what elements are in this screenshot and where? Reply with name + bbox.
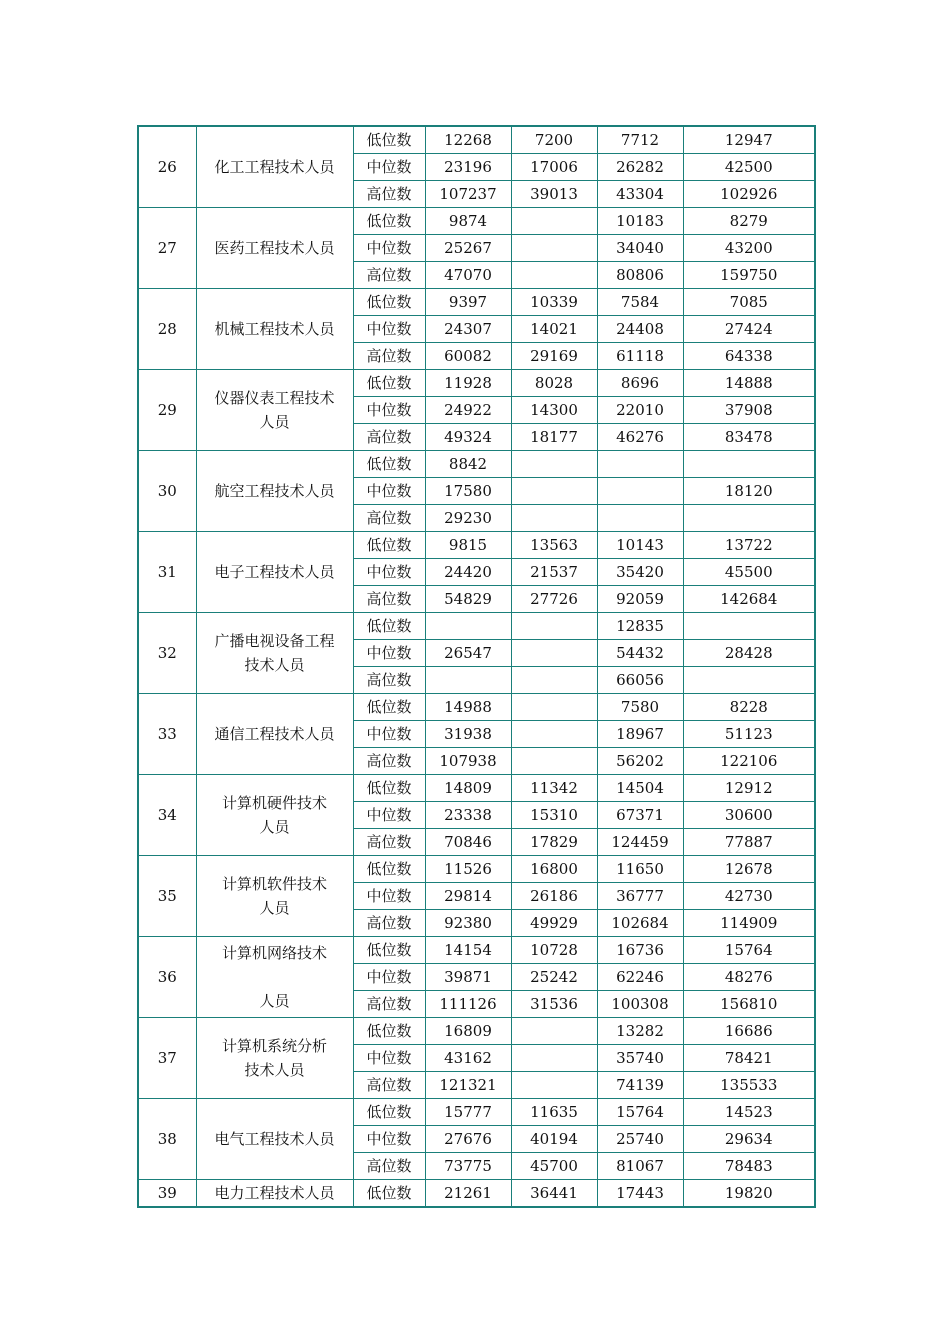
- salary-value-cell: 15310: [511, 802, 597, 829]
- salary-value-cell: 24922: [425, 397, 511, 424]
- row-type-label: 低位数: [353, 1018, 425, 1045]
- salary-value-cell: [511, 208, 597, 235]
- salary-value-cell: 67371: [597, 802, 683, 829]
- salary-value-cell: [511, 613, 597, 640]
- salary-value-cell: 18177: [511, 424, 597, 451]
- salary-value-cell: 11928: [425, 370, 511, 397]
- salary-value-cell: 43200: [683, 235, 815, 262]
- salary-value-cell: 19820: [683, 1180, 815, 1208]
- occupation-name-line: 仪器仪表工程技术: [214, 389, 335, 407]
- salary-value-cell: [511, 667, 597, 694]
- row-type-label: 低位数: [353, 1099, 425, 1126]
- salary-value-cell: 64338: [683, 343, 815, 370]
- salary-value-cell: 36441: [511, 1180, 597, 1208]
- salary-value-cell: 21261: [425, 1180, 511, 1208]
- table-row: [138, 1018, 815, 1045]
- row-type-label: 中位数: [353, 640, 425, 667]
- salary-value-cell: 11526: [425, 856, 511, 883]
- salary-value-cell: 12678: [683, 856, 815, 883]
- salary-value-cell: 7085: [683, 289, 815, 316]
- row-type-label: 高位数: [353, 748, 425, 775]
- occupation-name-line: 化工工程技术人员: [214, 158, 335, 176]
- table-row: [138, 856, 815, 883]
- salary-value-cell: [683, 451, 815, 478]
- salary-value-cell: 18120: [683, 478, 815, 505]
- salary-value-cell: 10143: [597, 532, 683, 559]
- salary-value-cell: [425, 667, 511, 694]
- salary-value-cell: 12835: [597, 613, 683, 640]
- salary-value-cell: 14300: [511, 397, 597, 424]
- table-row: [138, 775, 815, 802]
- salary-value-cell: 47070: [425, 262, 511, 289]
- salary-value-cell: 10339: [511, 289, 597, 316]
- salary-value-cell: 7200: [511, 126, 597, 154]
- salary-value-cell: 16800: [511, 856, 597, 883]
- salary-value-cell: 81067: [597, 1153, 683, 1180]
- table-row: [138, 289, 815, 316]
- salary-value-cell: 62246: [597, 964, 683, 991]
- salary-value-cell: 24408: [597, 316, 683, 343]
- occupation-number: 30: [138, 451, 196, 532]
- salary-value-cell: 9874: [425, 208, 511, 235]
- row-type-label: 中位数: [353, 478, 425, 505]
- salary-value-cell: 107938: [425, 748, 511, 775]
- salary-value-cell: [511, 1045, 597, 1072]
- occupation-name: [196, 1018, 353, 1099]
- row-type-label: 高位数: [353, 667, 425, 694]
- salary-value-cell: 37908: [683, 397, 815, 424]
- salary-table-body: [138, 126, 815, 1207]
- occupation-name-line: 计算机系统分析: [221, 1037, 327, 1055]
- occupation-number: 31: [138, 532, 196, 613]
- occupation-name: [196, 126, 353, 208]
- row-type-label: 高位数: [353, 586, 425, 613]
- salary-value-cell: 102684: [597, 910, 683, 937]
- salary-value-cell: 9815: [425, 532, 511, 559]
- occupation-name-line: 计算机硬件技术: [221, 794, 327, 812]
- salary-value-cell: [683, 613, 815, 640]
- salary-value-cell: [425, 613, 511, 640]
- salary-value-cell: 159750: [683, 262, 815, 289]
- table-row: [138, 1099, 815, 1126]
- salary-value-cell: 54829: [425, 586, 511, 613]
- row-type-label: 高位数: [353, 181, 425, 208]
- salary-value-cell: 16736: [597, 937, 683, 964]
- row-type-label: 高位数: [353, 343, 425, 370]
- salary-value-cell: [683, 505, 815, 532]
- salary-value-cell: 26282: [597, 154, 683, 181]
- row-type-label: 中位数: [353, 316, 425, 343]
- row-type-label: 低位数: [353, 775, 425, 802]
- salary-value-cell: 111126: [425, 991, 511, 1018]
- salary-value-cell: 40194: [511, 1126, 597, 1153]
- occupation-number: 26: [138, 126, 196, 208]
- salary-value-cell: 31938: [425, 721, 511, 748]
- salary-value-cell: 51123: [683, 721, 815, 748]
- salary-value-cell: [597, 451, 683, 478]
- table-row: [138, 370, 815, 397]
- salary-value-cell: 80806: [597, 262, 683, 289]
- salary-table: [137, 125, 816, 1208]
- occupation-number: 29: [138, 370, 196, 451]
- salary-value-cell: 24420: [425, 559, 511, 586]
- row-type-label: 低位数: [353, 613, 425, 640]
- salary-value-cell: 11342: [511, 775, 597, 802]
- occupation-number: 35: [138, 856, 196, 937]
- occupation-name-line: 计算机网络技术: [221, 944, 327, 962]
- row-type-label: 高位数: [353, 505, 425, 532]
- salary-value-cell: 66056: [597, 667, 683, 694]
- salary-value-cell: 83478: [683, 424, 815, 451]
- salary-value-cell: 27676: [425, 1126, 511, 1153]
- salary-value-cell: 92059: [597, 586, 683, 613]
- salary-value-cell: 100308: [597, 991, 683, 1018]
- row-type-label: 高位数: [353, 1072, 425, 1099]
- salary-value-cell: 10183: [597, 208, 683, 235]
- salary-value-cell: 39013: [511, 181, 597, 208]
- salary-value-cell: 14504: [597, 775, 683, 802]
- salary-value-cell: 78483: [683, 1153, 815, 1180]
- occupation-name: [196, 1099, 353, 1180]
- salary-value-cell: 16686: [683, 1018, 815, 1045]
- salary-value-cell: 74139: [597, 1072, 683, 1099]
- salary-value-cell: 35740: [597, 1045, 683, 1072]
- salary-value-cell: 7580: [597, 694, 683, 721]
- salary-value-cell: 77887: [683, 829, 815, 856]
- row-type-label: 低位数: [353, 208, 425, 235]
- table-row: [138, 694, 815, 721]
- salary-value-cell: 10728: [511, 937, 597, 964]
- occupation-name-line: 电力工程技术人员: [214, 1184, 335, 1202]
- salary-value-cell: 29169: [511, 343, 597, 370]
- salary-value-cell: 29634: [683, 1126, 815, 1153]
- salary-value-cell: 13563: [511, 532, 597, 559]
- salary-value-cell: 23196: [425, 154, 511, 181]
- salary-value-cell: 13282: [597, 1018, 683, 1045]
- occupation-number: 36: [138, 937, 196, 1018]
- salary-value-cell: 8279: [683, 208, 815, 235]
- salary-value-cell: [597, 478, 683, 505]
- salary-value-cell: 102926: [683, 181, 815, 208]
- salary-value-cell: 14809: [425, 775, 511, 802]
- salary-value-cell: 17006: [511, 154, 597, 181]
- salary-value-cell: 14988: [425, 694, 511, 721]
- salary-value-cell: 27424: [683, 316, 815, 343]
- row-type-label: 中位数: [353, 154, 425, 181]
- table-row: [138, 937, 815, 964]
- table-row: [138, 208, 815, 235]
- salary-value-cell: 135533: [683, 1072, 815, 1099]
- salary-value-cell: 49929: [511, 910, 597, 937]
- salary-value-cell: 14523: [683, 1099, 815, 1126]
- salary-value-cell: 121321: [425, 1072, 511, 1099]
- row-type-label: 低位数: [353, 937, 425, 964]
- salary-value-cell: 31536: [511, 991, 597, 1018]
- row-type-label: 中位数: [353, 559, 425, 586]
- occupation-number: 34: [138, 775, 196, 856]
- salary-value-cell: 42500: [683, 154, 815, 181]
- row-type-label: 中位数: [353, 802, 425, 829]
- salary-value-cell: 13722: [683, 532, 815, 559]
- occupation-name-line: 电子工程技术人员: [214, 563, 335, 581]
- occupation-name-line: 机械工程技术人员: [214, 320, 335, 338]
- salary-value-cell: 107237: [425, 181, 511, 208]
- salary-value-cell: 48276: [683, 964, 815, 991]
- salary-value-cell: 73775: [425, 1153, 511, 1180]
- occupation-name-line: 医药工程技术人员: [214, 239, 335, 257]
- table-row: [138, 126, 815, 154]
- salary-value-cell: 92380: [425, 910, 511, 937]
- occupation-number: 27: [138, 208, 196, 289]
- row-type-label: 中位数: [353, 721, 425, 748]
- salary-value-cell: [511, 694, 597, 721]
- salary-value-cell: 114909: [683, 910, 815, 937]
- salary-value-cell: 45500: [683, 559, 815, 586]
- salary-value-cell: 122106: [683, 748, 815, 775]
- salary-value-cell: 12912: [683, 775, 815, 802]
- salary-value-cell: 11635: [511, 1099, 597, 1126]
- salary-value-cell: 56202: [597, 748, 683, 775]
- table-row: [138, 613, 815, 640]
- table-row: [138, 532, 815, 559]
- row-type-label: 中位数: [353, 964, 425, 991]
- salary-value-cell: 24307: [425, 316, 511, 343]
- occupation-name-line: 航空工程技术人员: [214, 482, 335, 500]
- salary-value-cell: [597, 505, 683, 532]
- salary-value-cell: 61118: [597, 343, 683, 370]
- occupation-name-line: [203, 965, 347, 989]
- row-type-label: 高位数: [353, 424, 425, 451]
- salary-value-cell: [683, 667, 815, 694]
- salary-value-cell: 22010: [597, 397, 683, 424]
- row-type-label: 低位数: [353, 694, 425, 721]
- salary-value-cell: 42730: [683, 883, 815, 910]
- row-type-label: 高位数: [353, 910, 425, 937]
- row-type-label: 中位数: [353, 1126, 425, 1153]
- salary-value-cell: [511, 235, 597, 262]
- salary-value-cell: 43162: [425, 1045, 511, 1072]
- occupation-name: [196, 289, 353, 370]
- salary-value-cell: [511, 451, 597, 478]
- salary-value-cell: 9397: [425, 289, 511, 316]
- salary-value-cell: 7584: [597, 289, 683, 316]
- salary-value-cell: 15764: [597, 1099, 683, 1126]
- occupation-name: [196, 370, 353, 451]
- row-type-label: 低位数: [353, 126, 425, 154]
- salary-value-cell: 30600: [683, 802, 815, 829]
- salary-value-cell: 8696: [597, 370, 683, 397]
- salary-value-cell: 43304: [597, 181, 683, 208]
- occupation-name-line: 人员: [259, 899, 290, 917]
- salary-value-cell: 25267: [425, 235, 511, 262]
- salary-value-cell: 12947: [683, 126, 815, 154]
- row-type-label: 低位数: [353, 289, 425, 316]
- occupation-name: [196, 1180, 353, 1208]
- salary-value-cell: [511, 505, 597, 532]
- row-type-label: 中位数: [353, 1045, 425, 1072]
- occupation-name-line: 技术人员: [244, 1061, 305, 1079]
- salary-value-cell: 14154: [425, 937, 511, 964]
- salary-value-cell: [511, 748, 597, 775]
- occupation-number: 37: [138, 1018, 196, 1099]
- salary-value-cell: 36777: [597, 883, 683, 910]
- salary-value-cell: 49324: [425, 424, 511, 451]
- salary-value-cell: 54432: [597, 640, 683, 667]
- salary-value-cell: 15777: [425, 1099, 511, 1126]
- occupation-name-line: 人员: [259, 818, 290, 836]
- row-type-label: 低位数: [353, 1180, 425, 1208]
- salary-value-cell: 70846: [425, 829, 511, 856]
- salary-value-cell: 26186: [511, 883, 597, 910]
- salary-value-cell: 11650: [597, 856, 683, 883]
- occupation-number: 38: [138, 1099, 196, 1180]
- occupation-name: [196, 208, 353, 289]
- row-type-label: 低位数: [353, 370, 425, 397]
- salary-value-cell: 78421: [683, 1045, 815, 1072]
- salary-value-cell: 17829: [511, 829, 597, 856]
- salary-value-cell: 15764: [683, 937, 815, 964]
- salary-value-cell: 8842: [425, 451, 511, 478]
- salary-value-cell: 45700: [511, 1153, 597, 1180]
- salary-value-cell: [511, 1018, 597, 1045]
- salary-value-cell: [511, 640, 597, 667]
- occupation-number: 33: [138, 694, 196, 775]
- salary-value-cell: 60082: [425, 343, 511, 370]
- row-type-label: 中位数: [353, 235, 425, 262]
- occupation-name: [196, 937, 353, 1018]
- salary-value-cell: 124459: [597, 829, 683, 856]
- salary-value-cell: 23338: [425, 802, 511, 829]
- salary-value-cell: 156810: [683, 991, 815, 1018]
- occupation-name-line: 通信工程技术人员: [214, 725, 335, 743]
- row-type-label: 高位数: [353, 829, 425, 856]
- occupation-number: 32: [138, 613, 196, 694]
- row-type-label: 低位数: [353, 532, 425, 559]
- salary-value-cell: 25740: [597, 1126, 683, 1153]
- salary-value-cell: 14021: [511, 316, 597, 343]
- salary-value-cell: [511, 478, 597, 505]
- row-type-label: 低位数: [353, 451, 425, 478]
- salary-value-cell: 39871: [425, 964, 511, 991]
- occupation-name-line: 广播电视设备工程: [214, 632, 335, 650]
- occupation-name: [196, 532, 353, 613]
- occupation-name-line: 人员: [259, 413, 290, 431]
- salary-value-cell: 46276: [597, 424, 683, 451]
- row-type-label: 低位数: [353, 856, 425, 883]
- row-type-label: 中位数: [353, 397, 425, 424]
- salary-value-cell: 18967: [597, 721, 683, 748]
- salary-value-cell: 26547: [425, 640, 511, 667]
- salary-value-cell: 29814: [425, 883, 511, 910]
- salary-value-cell: 12268: [425, 126, 511, 154]
- salary-value-cell: 17443: [597, 1180, 683, 1208]
- occupation-name-line: 电气工程技术人员: [214, 1130, 335, 1148]
- salary-value-cell: [511, 262, 597, 289]
- salary-value-cell: 17580: [425, 478, 511, 505]
- occupation-name: [196, 451, 353, 532]
- row-type-label: 中位数: [353, 883, 425, 910]
- occupation-name: [196, 613, 353, 694]
- salary-value-cell: 8228: [683, 694, 815, 721]
- salary-value-cell: [511, 721, 597, 748]
- occupation-name: [196, 775, 353, 856]
- salary-value-cell: 34040: [597, 235, 683, 262]
- salary-value-cell: 7712: [597, 126, 683, 154]
- table-row: [138, 1180, 815, 1208]
- row-type-label: 高位数: [353, 1153, 425, 1180]
- salary-value-cell: 21537: [511, 559, 597, 586]
- occupation-number: 39: [138, 1180, 196, 1208]
- occupation-name-line: 计算机软件技术: [221, 875, 327, 893]
- salary-value-cell: 142684: [683, 586, 815, 613]
- salary-value-cell: 27726: [511, 586, 597, 613]
- occupation-name: [196, 856, 353, 937]
- salary-value-cell: 25242: [511, 964, 597, 991]
- occupation-name-line: 技术人员: [244, 656, 305, 674]
- occupation-name-line: 人员: [259, 992, 290, 1010]
- row-type-label: 高位数: [353, 991, 425, 1018]
- occupation-name: [196, 694, 353, 775]
- salary-value-cell: 29230: [425, 505, 511, 532]
- salary-value-cell: 35420: [597, 559, 683, 586]
- occupation-number: 28: [138, 289, 196, 370]
- salary-value-cell: 14888: [683, 370, 815, 397]
- salary-value-cell: 8028: [511, 370, 597, 397]
- salary-value-cell: 28428: [683, 640, 815, 667]
- row-type-label: 高位数: [353, 262, 425, 289]
- salary-value-cell: [511, 1072, 597, 1099]
- table-row: [138, 451, 815, 478]
- salary-value-cell: 16809: [425, 1018, 511, 1045]
